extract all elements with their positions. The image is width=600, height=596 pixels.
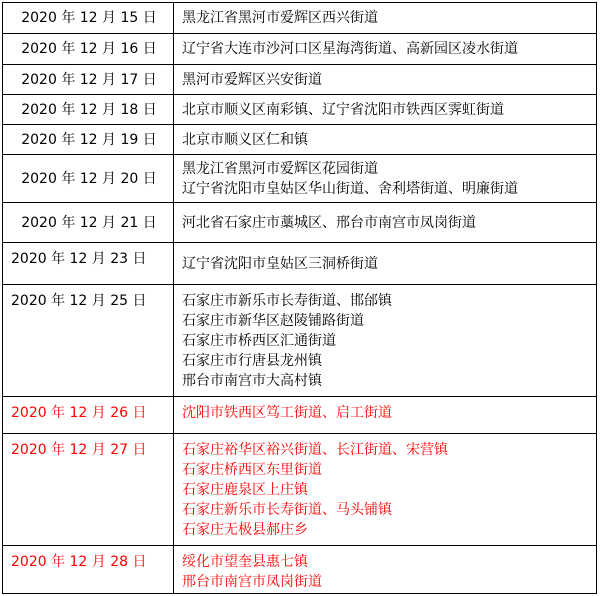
area-line: 辽宁省沈阳市皇姑区华山街道、舍利塔街道、明廉街道 (182, 180, 518, 197)
area-line: 石家庄鹿泉区上庄镇 (182, 482, 308, 498)
area-line: 北京市顺义区南彩镇、辽宁省沈阳市铁西区霁虹街道 (182, 101, 504, 118)
table-row (3, 397, 597, 434)
area-line: 沈阳市铁西区笃工街道、启工街道 (182, 405, 392, 421)
area-line: 邢台市南宫市大高村镇 (182, 373, 322, 389)
date-cell: 2020 年 12 月 25 日 (3, 285, 174, 397)
table-row (3, 203, 597, 243)
risk-area-table (2, 2, 597, 594)
table-row (3, 243, 597, 285)
area-line: 黑龙江省黑河市爱辉区花园街道 (182, 160, 378, 177)
table-row (3, 285, 597, 397)
area-cell (174, 65, 597, 95)
area-line: 石家庄裕华区裕兴街道、长江街道、宋营镇 (182, 442, 448, 458)
area-line: 辽宁省沈阳市皇姑区三洞桥街道 (182, 255, 378, 272)
date-cell: 2020 年 12 月 26 日 (3, 397, 174, 434)
area-cell (174, 243, 597, 285)
table-row (3, 125, 597, 155)
table-row (3, 3, 597, 34)
date-cell: 2020 年 12 月 15 日 (3, 3, 174, 34)
table-row (3, 65, 597, 95)
table-row (3, 34, 597, 65)
area-cell (174, 203, 597, 243)
area-line: 石家庄市行唐县龙州镇 (182, 353, 322, 369)
table-row (3, 95, 597, 125)
area-cell (174, 155, 597, 203)
area-cell (174, 397, 597, 434)
table-row (3, 434, 597, 546)
date-cell: 2020 年 12 月 23 日 (3, 243, 174, 285)
area-line: 邢台市南宫市凤岗街道 (182, 574, 322, 590)
area-line: 石家庄市新华区赵陵铺路街道 (182, 313, 364, 329)
area-cell (174, 546, 597, 594)
area-line: 石家庄市桥西区汇通街道 (182, 333, 336, 349)
date-cell: 2020 年 12 月 16 日 (3, 34, 174, 65)
area-line: 辽宁省大连市沙河口区星海湾街道、高新园区凌水街道 (182, 41, 518, 57)
area-cell (174, 95, 597, 125)
area-cell (174, 434, 597, 546)
area-line: 黑龙江省黑河市爱辉区西兴街道 (182, 10, 378, 26)
date-cell: 2020 年 12 月 19 日 (3, 125, 174, 155)
date-cell: 2020 年 12 月 27 日 (3, 434, 174, 546)
area-line: 石家庄无极县郝庄乡 (182, 522, 308, 538)
area-line: 石家庄新乐市长寿街道、马头铺镇 (182, 502, 392, 518)
area-line: 石家庄桥西区东里街道 (182, 462, 322, 478)
area-line: 黑河市爱辉区兴安街道 (182, 71, 322, 88)
area-line: 绥化市望奎县惠七镇 (182, 554, 308, 570)
area-cell (174, 3, 597, 34)
area-line: 河北省石家庄市藁城区、邢台市南宫市凤岗街道 (182, 214, 476, 231)
area-cell (174, 34, 597, 65)
table-row (3, 546, 597, 594)
table-body (3, 3, 597, 594)
date-cell: 2020 年 12 月 20 日 (3, 155, 174, 203)
area-line: 石家庄市新乐市长寿街道、邯邰镇 (182, 293, 392, 309)
date-cell: 2020 年 12 月 21 日 (3, 203, 174, 243)
date-cell: 2020 年 12 月 28 日 (3, 546, 174, 594)
area-cell (174, 125, 597, 155)
area-cell (174, 285, 597, 397)
date-cell: 2020 年 12 月 18 日 (3, 95, 174, 125)
area-line: 北京市顺义区仁和镇 (182, 131, 308, 148)
table-row (3, 155, 597, 203)
date-cell: 2020 年 12 月 17 日 (3, 65, 174, 95)
